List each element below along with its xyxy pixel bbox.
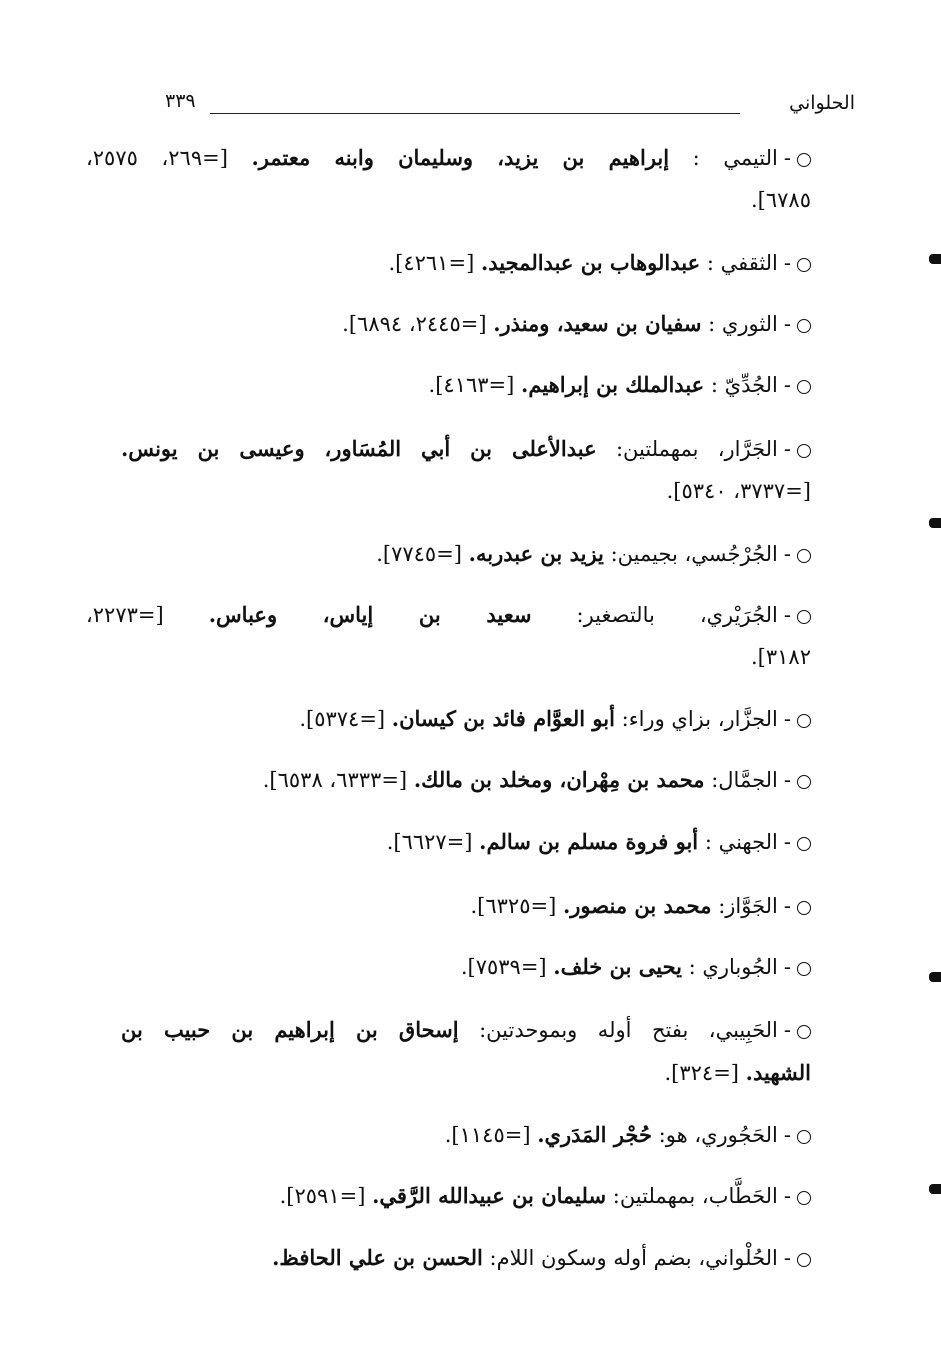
entry-description: محمد بن منصور. bbox=[562, 893, 712, 918]
entry-reference: [=٧٧٤٥]. bbox=[376, 542, 462, 566]
entry-description: عبدالملك بن إبراهيم. bbox=[521, 372, 705, 397]
entry: -الحَجُوري، هو: حُجْر المَدَري. [=١١٤٥]. bbox=[445, 1113, 811, 1156]
entry-continuation: ٦٧٨٥]. bbox=[751, 188, 811, 212]
header-rule bbox=[210, 113, 740, 114]
scan-edge-mark bbox=[929, 1184, 941, 1194]
entry-reference: [=٦٣٣٣، ٦٥٣٨]. bbox=[262, 768, 408, 792]
entry-nisba: الجُرْجُسي، بجيمين: bbox=[610, 542, 778, 566]
entry-nisba: الثوري : bbox=[708, 312, 778, 336]
circle-bullet-icon bbox=[797, 1130, 811, 1144]
entry: -الجُدِّيّ : عبدالملك بن إبراهيم. [=٤١٦٣]. bbox=[429, 363, 811, 406]
entry: -الجَوَّاز: محمد بن منصور. [=٦٣٢٥]. bbox=[470, 884, 811, 927]
entry-reference: [=١١٤٥]. bbox=[444, 1123, 531, 1147]
entry-description: إسحاق بن إبراهيم بن حبيب بن bbox=[121, 1017, 459, 1042]
entry-nisba: الحَجُوري، هو: bbox=[658, 1123, 778, 1147]
circle-bullet-icon bbox=[797, 775, 811, 789]
entry-reference: [=٤٢٦١]. bbox=[388, 251, 475, 275]
entry-nisba: الثقفي : bbox=[706, 251, 778, 275]
entry-nisba: الجزَّار، بزاي وراء: bbox=[621, 707, 778, 731]
entry-description: عبدالأعلى بن أبي المُسَاور، وعيسى بن يونس. bbox=[121, 436, 597, 461]
entry-description: الحسن بن علي الحافظ. bbox=[272, 1245, 483, 1270]
entry-nisba: الجمَّال: bbox=[711, 768, 778, 792]
entry: -الجُرَيْري، بالتصغير: سعيد بن إياس، وعباس. [=٢٢٧٣، ٣١٨٢]. bbox=[86, 593, 811, 679]
entry-reference: [=٦٣٢٥]. bbox=[470, 894, 557, 918]
circle-bullet-icon bbox=[797, 837, 811, 851]
entry-description: محمد بن مِهْران، ومخلد بن مالك. bbox=[413, 767, 705, 792]
entry: -الجُوباري : يحيى بن خلف. [=٧٥٣٩]. bbox=[461, 945, 811, 988]
entry-description: أبو العوَّام فائد بن كيسان. bbox=[391, 706, 615, 731]
entry-nisba: الجهني : bbox=[704, 830, 778, 854]
entry-continuation-bold: الشهيد. bbox=[745, 1060, 811, 1085]
entry-description: حُجْر المَدَري. bbox=[537, 1122, 652, 1147]
entry-reference: [=٦٦٢٧]. bbox=[386, 830, 473, 854]
entry-continuation: [=٣٧٣٧، ٥٣٤٠]. bbox=[666, 479, 811, 503]
entry: -الجهني : أبو فروة مسلم بن سالم. [=٦٦٢٧]. bbox=[387, 820, 811, 863]
entry-description: سعيد بن إياس، وعباس. bbox=[208, 602, 532, 627]
entry-nisba: الجُرَيْري، بالتصغير: bbox=[576, 603, 778, 627]
entry-nisba: الجُدِّيّ : bbox=[710, 373, 778, 397]
entry-reference: [=٢٦٩، ٢٥٧٥، bbox=[86, 146, 228, 170]
scan-edge-mark bbox=[929, 972, 941, 982]
entry: -الحَبِيبي، بفتح أوله وبموحدتين: إسحاق بن إبراهيم بن حبيب بن الشهيد. [=٣٢٤]. bbox=[121, 1017, 811, 1085]
entry: -الحَطَّاب، بمهملتين: سليمان بن عبيدالله الرَّقي. [=٢٥٩١]. bbox=[280, 1174, 811, 1217]
entry: -الجُرْجُسي، بجيمين: يزيد بن عبدربه. [=٧٧٤٥]. bbox=[376, 532, 811, 575]
entry: -الجزَّار، بزاي وراء: أبو العوَّام فائد بن كيسان. [=٥٣٧٤]. bbox=[299, 697, 811, 740]
circle-bullet-icon bbox=[797, 549, 811, 563]
entry-nisba: الجَوَّاز: bbox=[718, 894, 778, 918]
circle-bullet-icon bbox=[797, 319, 811, 333]
entry-description: سفيان بن سعيد، ومنذر. bbox=[493, 311, 702, 336]
entry-nisba: التيمي : bbox=[692, 146, 778, 170]
circle-bullet-icon bbox=[797, 258, 811, 272]
entry-reference: [=٢٢٧٣، bbox=[86, 603, 164, 627]
circle-bullet-icon bbox=[797, 153, 811, 167]
circle-bullet-icon bbox=[797, 444, 811, 458]
page-header bbox=[165, 90, 855, 124]
entry: -الثوري : سفيان بن سعيد، ومنذر. [=٢٤٤٥، ٦٨٩٤]. bbox=[342, 302, 811, 345]
circle-bullet-icon bbox=[797, 714, 811, 728]
entry: -التيمي : إبراهيم بن يزيد، وسليمان وابنه معتمر. [=٢٦٩، ٢٥٧٥، ٦٧٨٥]. bbox=[86, 136, 811, 222]
page-number: ٣٣٩ bbox=[165, 90, 196, 112]
entry-nisba: الحَطَّاب، بمهملتين: bbox=[612, 1184, 778, 1208]
entry-description: يحيى بن خلف. bbox=[553, 954, 682, 979]
entry-reference: [=٧٥٣٩]. bbox=[460, 955, 547, 979]
circle-bullet-icon bbox=[797, 1253, 811, 1267]
entry-reference: [=٢٥٩١]. bbox=[279, 1184, 366, 1208]
entry-nisba: الجُوباري : bbox=[688, 955, 778, 979]
entry-description: عبدالوهاب بن عبدالمجيد. bbox=[480, 250, 701, 275]
circle-bullet-icon bbox=[797, 901, 811, 915]
entry-reference: [=٢٤٤٥، ٦٨٩٤]. bbox=[342, 312, 487, 336]
entry-nisba: الحُلْواني، بضم أوله وسكون اللام: bbox=[489, 1246, 778, 1270]
scan-edge-mark bbox=[929, 518, 941, 528]
entry-reference: [=٤١٦٣]. bbox=[428, 373, 515, 397]
entry-nisba: الجَرَّار، بمهملتين: bbox=[615, 437, 778, 461]
entry: -الجَرَّار، بمهملتين: عبدالأعلى بن أبي المُسَاور، وعيسى بن يونس. [=٣٧٣٧، ٥٣٤٠]. bbox=[121, 427, 811, 513]
entry: -الثقفي : عبدالوهاب بن عبدالمجيد. [=٤٢٦١]. bbox=[388, 241, 811, 284]
circle-bullet-icon bbox=[797, 1191, 811, 1205]
circle-bullet-icon bbox=[797, 1025, 811, 1039]
entry-description: سليمان بن عبيدالله الرَّقي. bbox=[372, 1183, 607, 1208]
entry-continuation: ٣١٨٢]. bbox=[751, 645, 811, 669]
entry-description: إبراهيم بن يزيد، وسليمان وابنه معتمر. bbox=[251, 145, 670, 170]
entry-continuation: [=٣٢٤]. bbox=[664, 1061, 739, 1085]
entry-description: أبو فروة مسلم بن سالم. bbox=[479, 829, 699, 854]
entry-reference: [=٥٣٧٤]. bbox=[299, 707, 386, 731]
circle-bullet-icon bbox=[797, 962, 811, 976]
scan-edge-mark bbox=[929, 254, 941, 264]
circle-bullet-icon bbox=[797, 610, 811, 624]
entry-nisba: الحَبِيبي، بفتح أوله وبموحدتين: bbox=[479, 1018, 778, 1042]
entry: -الجمَّال: محمد بن مِهْران، ومخلد بن مالك. [=٦٣٣٣، ٦٥٣٨]. bbox=[263, 758, 811, 801]
circle-bullet-icon bbox=[797, 380, 811, 394]
entry-description: يزيد بن عبدربه. bbox=[468, 541, 604, 566]
entry: -الحُلْواني، بضم أوله وسكون اللام: الحسن بن علي الحافظ. bbox=[272, 1236, 811, 1279]
running-title: الحلواني bbox=[789, 92, 855, 114]
